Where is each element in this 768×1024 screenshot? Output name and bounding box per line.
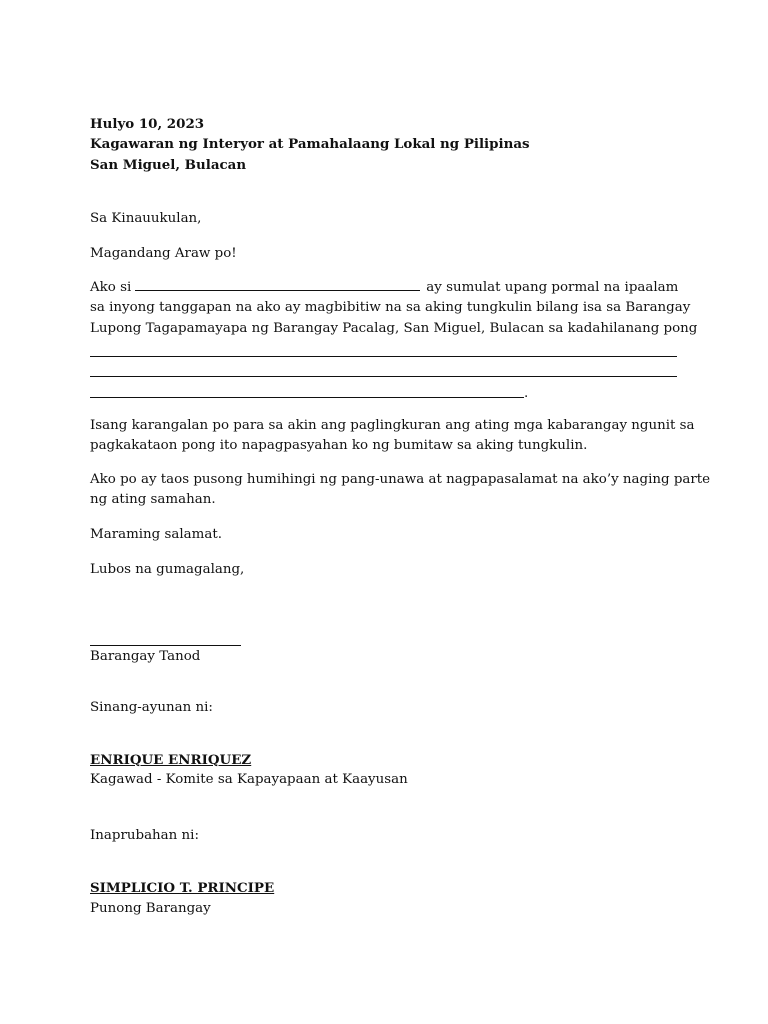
signature-line — [90, 645, 241, 646]
paragraph-3-line-1: Ako po ay taos pusong humihingi ng pang-unawa at nagpapasalamat na ako’y naging parte — [90, 472, 711, 487]
concurrence-name: ENRIQUE ENRIQUEZ — [90, 752, 252, 768]
greeting: Magandang Araw po! — [90, 246, 237, 261]
recipient-office: Kagawaran ng Interyor at Pamahalaang Lokal ng Pilipinas — [90, 136, 530, 152]
approval-position: Punong Barangay — [90, 901, 211, 916]
paragraph-1-line-1 — [90, 278, 677, 298]
paragraph-1-line-1-rest: ay sumulat upang pormal na ipaalam — [426, 280, 679, 295]
concurrence-label: Sinang-ayunan ni: — [90, 700, 213, 715]
recipient-location: San Miguel, Bulacan — [90, 157, 247, 173]
thanks-line: Maraming salamat. — [90, 527, 222, 542]
name-blank-line — [135, 278, 420, 291]
paragraph-3-line-2: ng ating samahan. — [90, 492, 216, 507]
reason-blank-line-2 — [90, 376, 677, 377]
paragraph-2-line-2: pagkakataon pong ito napagpasyahan ko ng bumitaw sa aking tungkulin. — [90, 438, 588, 453]
letter-date: Hulyo 10, 2023 — [90, 116, 205, 132]
reason-end-period: . — [524, 386, 529, 401]
closing-line: Lubos na gumagalang, — [90, 562, 245, 577]
concurrence-position: Kagawad - Komite sa Kapayapaan at Kaayusan — [90, 772, 408, 787]
reason-blank-line-3 — [90, 397, 524, 398]
paragraph-2-line-1: Isang karangalan po para sa akin ang paglingkuran ang ating mga kabarangay ngunit sa — [90, 418, 695, 433]
signer-title: Barangay Tanod — [90, 649, 201, 664]
paragraph-1-line-2: sa inyong tanggapan na ako ay magbibitiw na sa aking tungkulin bilang isa sa Barangay — [90, 300, 691, 315]
approval-label: Inaprubahan ni: — [90, 828, 199, 843]
name-prefix: Ako si — [90, 280, 132, 295]
salutation: Sa Kinauukulan, — [90, 211, 202, 226]
paragraph-1-line-3: Lupong Tagapamayapa ng Barangay Pacalag, San Miguel, Bulacan sa kadahilanang pong — [90, 321, 698, 336]
reason-blank-line-1 — [90, 356, 677, 357]
approval-name: SIMPLICIO T. PRINCIPE — [90, 880, 275, 896]
